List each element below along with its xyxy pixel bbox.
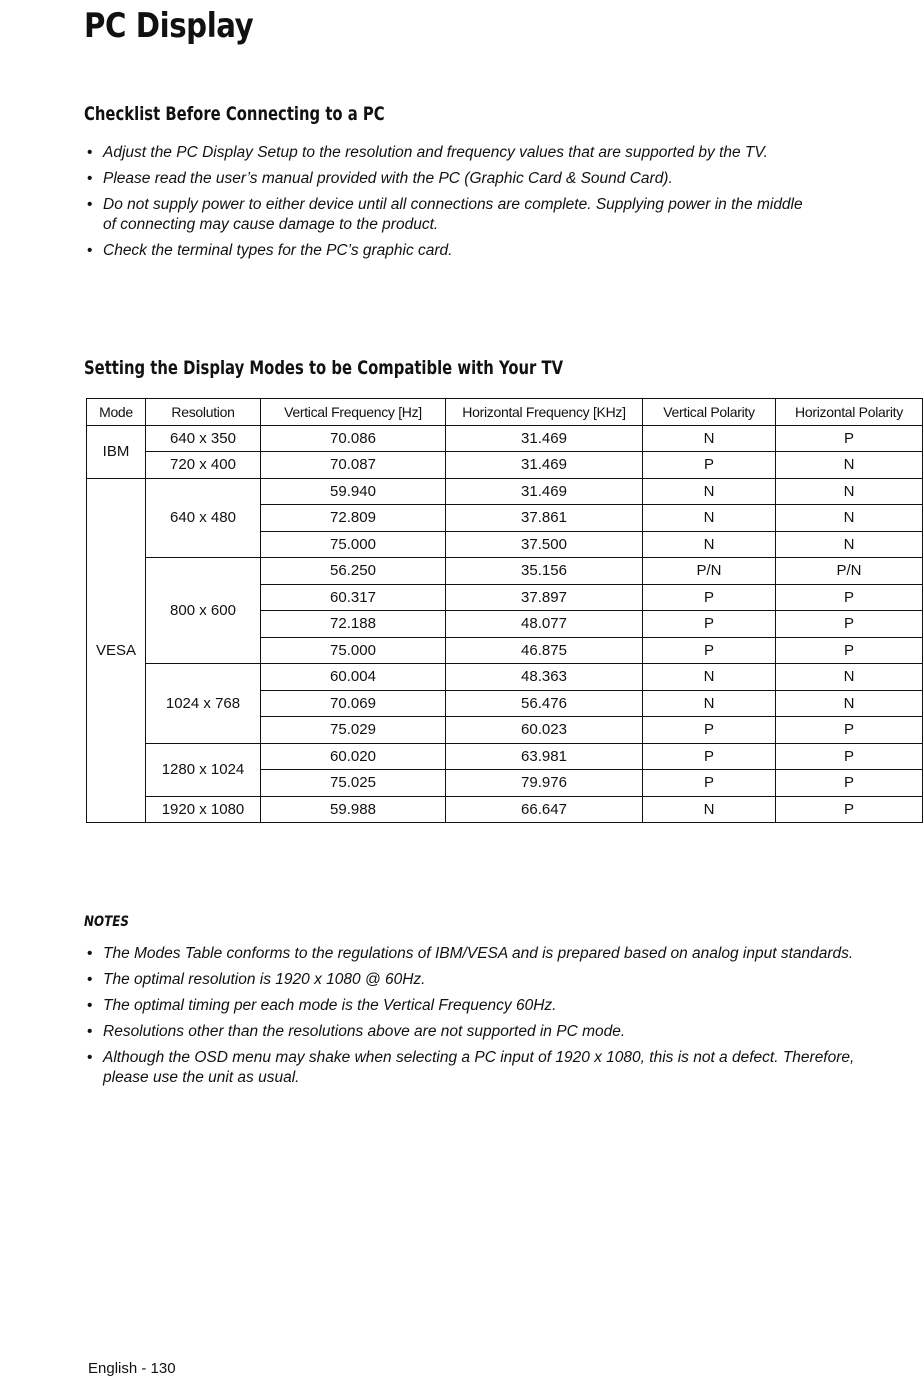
table-body [87,425,923,823]
table-row [87,796,923,823]
cell-vertical-frequency: 59.988 [261,796,446,823]
cell-resolution: 720 x 400 [146,452,261,479]
cell-vertical-frequency: 75.029 [261,717,446,744]
note-item: • Resolutions other than the resolutions above are not supported in PC mode. [87,1023,626,1040]
cell-resolution: 640 x 480 [146,478,261,558]
cell-vertical-frequency: 72.188 [261,611,446,638]
cell-vertical-polarity: P [643,452,776,479]
table-row [87,743,923,770]
notes-list [86,944,922,1094]
checklist-item: • Check the terminal types for the PC’s graphic card. [87,242,453,259]
cell-horizontal-polarity: P [776,637,923,664]
cell-horizontal-frequency: 35.156 [446,558,643,585]
cell-vertical-frequency: 70.087 [261,452,446,479]
bullet-icon: • [87,144,93,161]
cell-horizontal-polarity: N [776,478,923,505]
checklist-item: • Do not supply power to either device until all connections are complete. Supplying power in the middle of connecting may cause damage to the product. [87,196,803,233]
header-vertical-frequency: Vertical Frequency [Hz] [261,399,446,426]
note-item: • Although the OSD menu may shake when selecting a PC input of 1920 x 1080, this is not a defect. Therefore, please use the unit as usual. [87,1049,855,1086]
cell-vertical-polarity: P [643,637,776,664]
bullet-icon: • [87,1049,93,1066]
cell-vertical-frequency: 75.000 [261,531,446,558]
cell-resolution: 1024 x 768 [146,664,261,744]
cell-vertical-polarity: P/N [643,558,776,585]
cell-horizontal-polarity: P/N [776,558,923,585]
cell-vertical-polarity: N [643,505,776,532]
note-item: • The optimal resolution is 1920 x 1080 @ 60Hz. [87,971,426,988]
table-row [87,425,923,452]
notes-heading: NOTES [84,914,129,930]
cell-vertical-polarity: P [643,770,776,797]
cell-horizontal-frequency: 60.023 [446,717,643,744]
cell-vertical-polarity: P [643,743,776,770]
cell-horizontal-polarity: P [776,611,923,638]
page-title: PC Display [84,6,254,46]
checklist-item: • Adjust the PC Display Setup to the resolution and frequency values that are supported by the TV. [87,144,768,161]
cell-horizontal-frequency: 37.500 [446,531,643,558]
cell-vertical-polarity: P [643,611,776,638]
cell-horizontal-polarity: N [776,531,923,558]
cell-horizontal-frequency: 48.363 [446,664,643,691]
cell-vertical-polarity: N [643,531,776,558]
table-row [87,478,923,505]
cell-vertical-polarity: P [643,717,776,744]
cell-horizontal-polarity: P [776,425,923,452]
cell-vertical-polarity: N [643,664,776,691]
header-horizontal-polarity: Horizontal Polarity [776,399,923,426]
cell-horizontal-polarity: N [776,505,923,532]
header-horizontal-frequency: Horizontal Frequency [KHz] [446,399,643,426]
header-resolution: Resolution [146,399,261,426]
cell-vertical-frequency: 75.000 [261,637,446,664]
cell-resolution: 640 x 350 [146,425,261,452]
header-vertical-polarity: Vertical Polarity [643,399,776,426]
cell-vertical-polarity: N [643,425,776,452]
cell-vertical-frequency: 59.940 [261,478,446,505]
cell-horizontal-frequency: 37.861 [446,505,643,532]
note-item: • The optimal timing per each mode is the Vertical Frequency 60Hz. [87,997,557,1014]
bullet-icon: • [87,242,93,259]
cell-mode: VESA [87,478,146,823]
cell-horizontal-frequency: 31.469 [446,425,643,452]
cell-horizontal-polarity: P [776,743,923,770]
bullet-icon: • [87,1023,93,1040]
display-modes-table [86,398,923,823]
table-row [87,558,923,585]
bullet-icon: • [87,971,93,988]
table-row [87,452,923,479]
bullet-icon: • [87,196,93,213]
cell-vertical-frequency: 56.250 [261,558,446,585]
cell-vertical-frequency: 60.020 [261,743,446,770]
cell-horizontal-frequency: 56.476 [446,690,643,717]
table-header-row [87,399,923,426]
cell-horizontal-polarity: P [776,584,923,611]
checklist-list [86,143,916,267]
bullet-icon: • [87,945,93,962]
cell-horizontal-polarity: P [776,717,923,744]
cell-horizontal-polarity: P [776,796,923,823]
cell-vertical-polarity: N [643,690,776,717]
cell-resolution: 800 x 600 [146,558,261,664]
bullet-icon: • [87,997,93,1014]
cell-horizontal-polarity: N [776,690,923,717]
cell-resolution: 1920 x 1080 [146,796,261,823]
cell-horizontal-polarity: N [776,452,923,479]
cell-horizontal-frequency: 63.981 [446,743,643,770]
cell-vertical-frequency: 60.317 [261,584,446,611]
cell-mode: IBM [87,425,146,478]
cell-horizontal-frequency: 31.469 [446,452,643,479]
cell-horizontal-frequency: 48.077 [446,611,643,638]
cell-vertical-frequency: 60.004 [261,664,446,691]
checklist-heading: Checklist Before Connecting to a PC [84,103,385,125]
cell-horizontal-frequency: 46.875 [446,637,643,664]
table-row [87,664,923,691]
cell-vertical-frequency: 72.809 [261,505,446,532]
cell-horizontal-frequency: 79.976 [446,770,643,797]
cell-horizontal-polarity: P [776,770,923,797]
cell-resolution: 1280 x 1024 [146,743,261,796]
display-modes-heading: Setting the Display Modes to be Compatible with Your TV [84,357,564,379]
cell-horizontal-frequency: 31.469 [446,478,643,505]
header-mode: Mode [87,399,146,426]
cell-vertical-polarity: N [643,796,776,823]
cell-vertical-polarity: N [643,478,776,505]
cell-vertical-frequency: 70.086 [261,425,446,452]
cell-horizontal-frequency: 66.647 [446,796,643,823]
cell-horizontal-polarity: N [776,664,923,691]
cell-vertical-frequency: 75.025 [261,770,446,797]
cell-vertical-frequency: 70.069 [261,690,446,717]
note-item: • The Modes Table conforms to the regulations of IBM/VESA and is prepared based on analog input standards. [87,945,854,962]
cell-horizontal-frequency: 37.897 [446,584,643,611]
page-footer: English - 130 [88,1360,176,1377]
cell-vertical-polarity: P [643,584,776,611]
checklist-item: • Please read the user’s manual provided with the PC (Graphic Card & Sound Card). [87,170,673,187]
bullet-icon: • [87,170,93,187]
